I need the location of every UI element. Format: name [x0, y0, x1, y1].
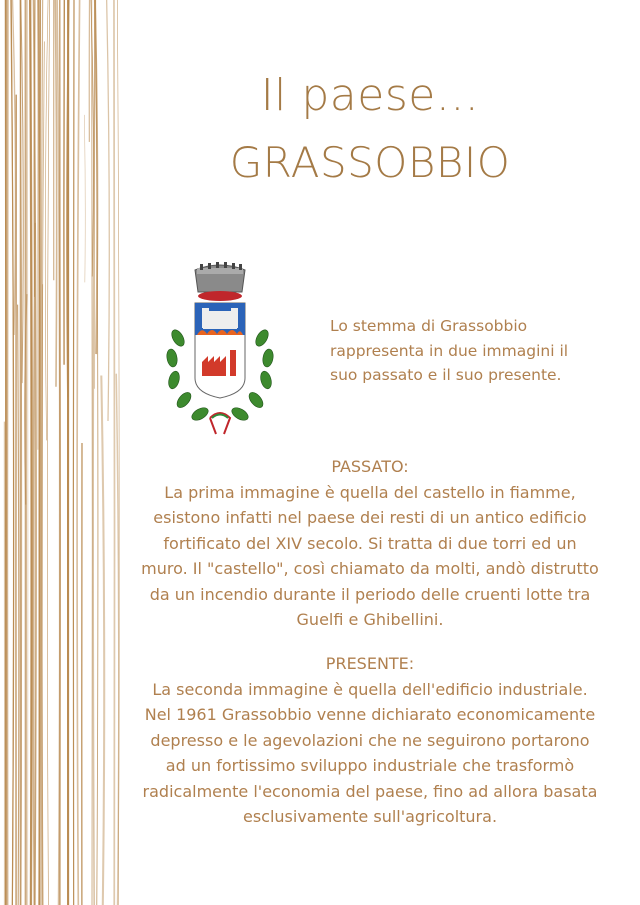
stripe-line	[55, 0, 56, 387]
passato-section	[140, 454, 600, 633]
passato-line: esistono infatti nel paese dei resti di un antico edificio	[153, 508, 587, 527]
passato-line: Guelfi e Ghibellini.	[296, 610, 444, 629]
presente-line: esclusivamente sull'agricoltura.	[242, 807, 498, 826]
stripe-line	[101, 376, 104, 905]
decorative-wood-stripes	[0, 0, 125, 905]
presente-line: La seconda immagine è quella dell'edificio industriale.	[152, 679, 588, 699]
stripe-line	[27, 0, 28, 905]
stripe-line	[47, 0, 49, 905]
passato-heading: PASSATO:	[331, 457, 409, 476]
intro-paragraph	[330, 314, 568, 388]
page-title-line1: Il paese...	[260, 70, 480, 121]
stripe-line	[84, 115, 85, 282]
stripe-line	[92, 0, 93, 905]
passato-line: fortificato del XIV secolo. Si tratta di due torri ed un	[163, 533, 577, 553]
stripe-line	[7, 0, 8, 905]
stripe-line	[114, 0, 115, 905]
passato-line: muro. Il "castello", così chiamato da molti, andò distrutto	[141, 559, 599, 578]
intro-line: rappresenta in due immagini il	[330, 341, 569, 360]
passato-line: La prima immagine è quella del castello in fiamme,	[164, 482, 576, 502]
presente-line: Nel 1961 Grassobbio venne dichiarato economicamente	[144, 705, 596, 724]
stripe-line	[107, 0, 110, 421]
stripe-line	[95, 0, 97, 354]
stripe-line	[18, 305, 19, 905]
passato-line: da un incendio durante il periodo delle cruenti lotte tra	[149, 584, 591, 604]
presente-line: ad un fortissimo sviluppo industriale che trasformò	[165, 756, 575, 775]
stripe-line	[5, 0, 6, 905]
intro-line: suo passato e il suo presente.	[330, 366, 562, 384]
stripe-line	[73, 0, 74, 905]
presente-line: depresso e le agevolazioni che ne seguirono portarono	[150, 730, 590, 750]
stripe-line	[39, 0, 40, 905]
presente-section	[140, 651, 600, 830]
presente-heading: PRESENTE:	[325, 654, 415, 673]
presente-line: radicalmente l'economia del paese, fino ad allora basata	[142, 781, 598, 801]
stripe-line	[77, 0, 79, 905]
page-title-town: GRASSOBBIO	[229, 138, 511, 187]
stripe-line	[11, 0, 14, 905]
coat-of-arms-image	[160, 258, 280, 438]
intro-line: Lo stemma di Grassobbio	[330, 317, 528, 335]
